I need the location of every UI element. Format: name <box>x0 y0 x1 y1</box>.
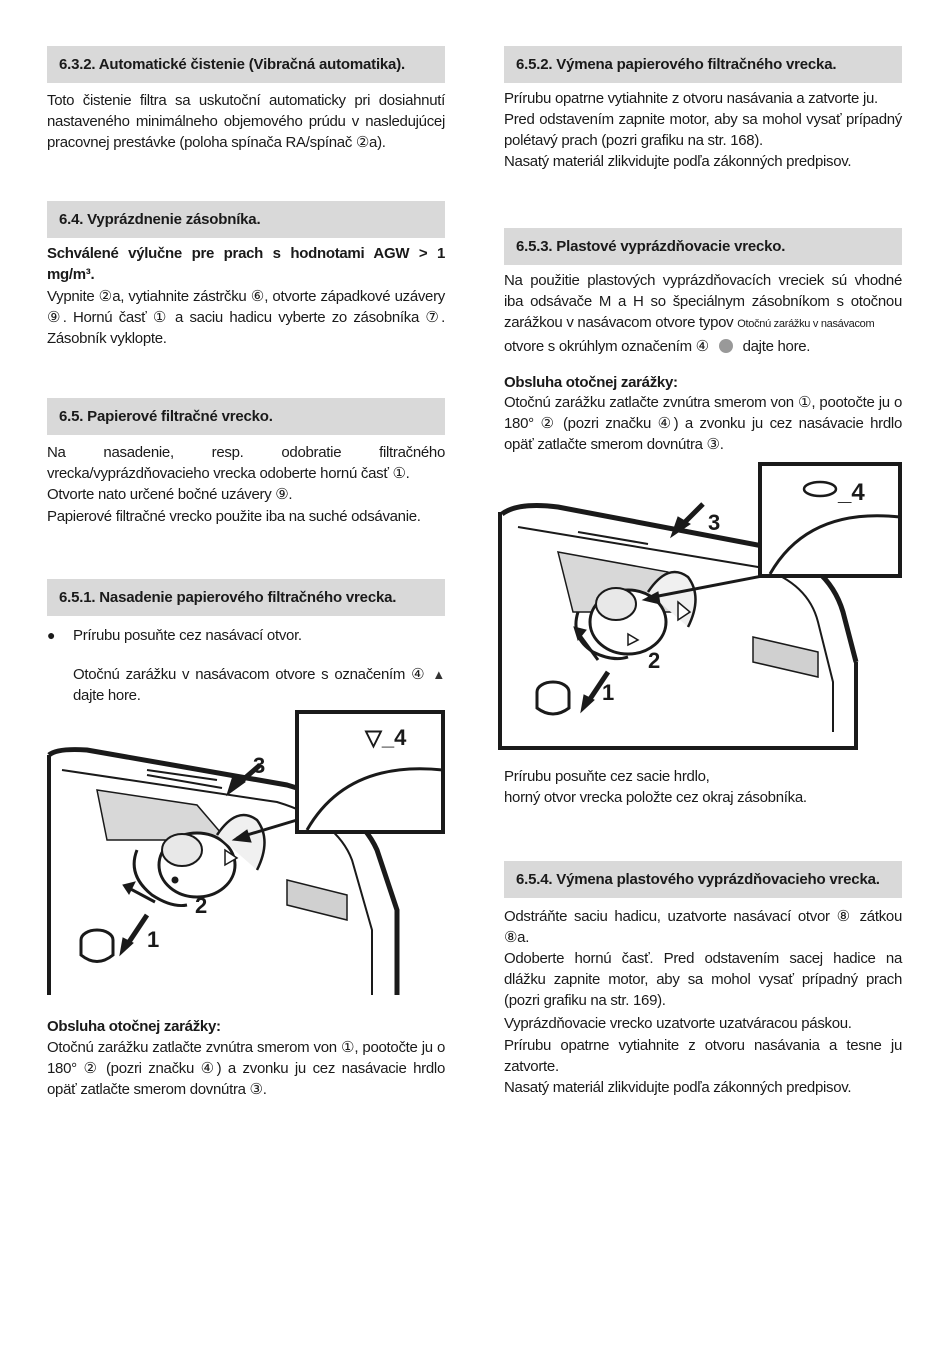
section-6-5-3-body2b: dajte hore. <box>742 338 811 355</box>
section-6-5-3-heading: 6.5.3. Plastové vyprázdňovacie vrecko. <box>504 228 902 265</box>
left-label-2: 2 <box>195 893 208 918</box>
section-6-3-2-heading: 6.3.2. Automatické čistenie (Vibračná automatika). <box>47 46 445 83</box>
para-text-b: dajte hore. <box>73 687 141 704</box>
section-6-5-line1: Na nasadenie, resp. odobratie filtračného vrecka/vyprázdňovacieho vrecka odoberte hornú časť ①. <box>47 444 445 482</box>
triangle-symbol-icon: ▲ <box>432 667 445 682</box>
left-label-3: 3 <box>253 753 266 778</box>
right-label-3: 3 <box>708 510 721 535</box>
section-6-5-2-line1: Prírubu opatrne vytiahnite z otvoru nasávania a zatvorte ju. <box>504 90 878 107</box>
section-6-4-heading: 6.4. Vyprázdnenie zásobníka. <box>47 201 445 238</box>
right-caption-line2: horný otvor vrecka položte cez okraj zásobníka. <box>504 789 807 806</box>
left-figure <box>47 710 445 995</box>
section-6-5-1-para <box>47 664 445 706</box>
bullet-icon: ● <box>47 627 56 643</box>
para-text-a: Otočnú zarážku v nasávacom otvore s označením ④ <box>73 666 427 683</box>
section-6-5-3-body2a: otvore s okrúhlym označením ④ <box>504 338 709 355</box>
section-6-3-2-text: Toto čistenie filtra sa uskutoční automaticky pri dosiahnutí nastaveného minimálneho objemového prúdu v nasledujúcej pracovnej prestávke (poloha spínača RA/spínač ②a). <box>47 92 445 151</box>
bullet-row <box>47 625 445 647</box>
section-6-5-3-text <box>504 270 902 335</box>
section-6-5-1-heading: 6.5.1. Nasadenie papierového filtračného vrecka. <box>47 579 445 616</box>
section-6-5-2-heading: 6.5.2. Výmena papierového filtračného vrecka. <box>504 46 902 83</box>
section-6-5-4-line5: Nasatý materiál zlikvidujte podľa zákonných predpisov. <box>504 1079 852 1096</box>
section-6-5-line2: Otvorte nato určené bočné uzávery ⑨. <box>47 486 293 503</box>
bullet-text: Prírubu posuňte cez nasávací otvor. <box>73 627 302 644</box>
section-6-5-4-line2: Odoberte hornú časť. Pred odstavením sacej hadice na dlážku zapnite motor, aby sa mohol vysať prípadný prach (pozri grafiku na str. 169). <box>504 950 902 1009</box>
section-6-5-2-line2: Pred odstavením zapnite motor, aby sa mohol vysať prípadný polétavý prach (pozri grafiku na str. 168). <box>504 111 902 149</box>
section-6-5-4-line1: Odstráňte saciu hadicu, uzatvorte nasávací otvor ⑧ zátkou ⑧a. <box>504 908 902 946</box>
section-6-5-heading: 6.5. Papierové filtračné vrecko. <box>47 398 445 435</box>
section-6-5-2-line3: Nasatý materiál zlikvidujte podľa zákonných predpisov. <box>504 153 852 170</box>
section-6-5-line3: Papierové filtračné vrecko použite iba na suché odsávanie. <box>47 508 421 525</box>
section-6-5-3-text2 <box>504 336 902 357</box>
section-6-5-3-small: Otočnú zarážku v nasávacom <box>737 318 875 330</box>
section-6-5-3-body: Na použitie plastových vyprázdňovacích vreciek sú vhodné iba odsávače M a H so špeciálnym zásobníkom s otočnou zarážkou v nasávacom otvore typov <box>504 272 902 331</box>
right-obsluha-heading: Obsluha otočnej zarážky: <box>504 374 678 391</box>
round-mark-inset-icon <box>804 482 836 496</box>
section-6-5-4-line4: Prírubu opatrne vytiahnite z otvoru nasávania a tesne ju zatvorte. <box>504 1037 902 1075</box>
right-label-2: 2 <box>648 648 661 673</box>
round-mark-icon <box>719 339 733 353</box>
right-label-4: _4 <box>838 479 865 506</box>
right-label-1: 1 <box>602 680 615 705</box>
left-label-4: ▽_4 <box>365 725 407 750</box>
section-6-5-4-heading: 6.5.4. Výmena plastového vyprázdňovacieho vrecka. <box>504 861 902 898</box>
left-obsluha-heading: Obsluha otočnej zarážky: <box>47 1018 221 1035</box>
right-obsluha-text: Otočnú zarážku zatlačte zvnútra smerom von ①, pootočte ju o 180° ② (pozri značku ④) a zvonku ju cez nasávacie hrdlo opäť zatlačte smerom dovnútra ③. <box>504 394 902 453</box>
section-6-4-warning: Schválené výlučne pre prach s hodnotami AGW > 1 mg/m³. <box>47 245 445 283</box>
section-6-5-4-line3: Vyprázdňovacie vrecko uzatvorte uzatváracou páskou. <box>504 1015 852 1032</box>
left-label-1: 1 <box>147 927 160 952</box>
section-6-4-text: Vypnite ②a, vytiahnite zástrčku ⑥, otvorte západkové uzávery ⑨. Hornú časť ① a saciu hadicu vyberte zo zásobníka ⑦. Zásobník vyklopte. <box>47 288 445 347</box>
right-caption-line1: Prírubu posuňte cez sacie hrdlo, <box>504 768 710 785</box>
left-obsluha-text: Otočnú zarážku zatlačte zvnútra smerom von ①, pootočte ju o 180° ② (pozri značku ④) a zvonku ju cez nasávacie hrdlo opäť zatlačte smerom dovnútra ③. <box>47 1039 445 1098</box>
right-figure <box>498 462 902 750</box>
